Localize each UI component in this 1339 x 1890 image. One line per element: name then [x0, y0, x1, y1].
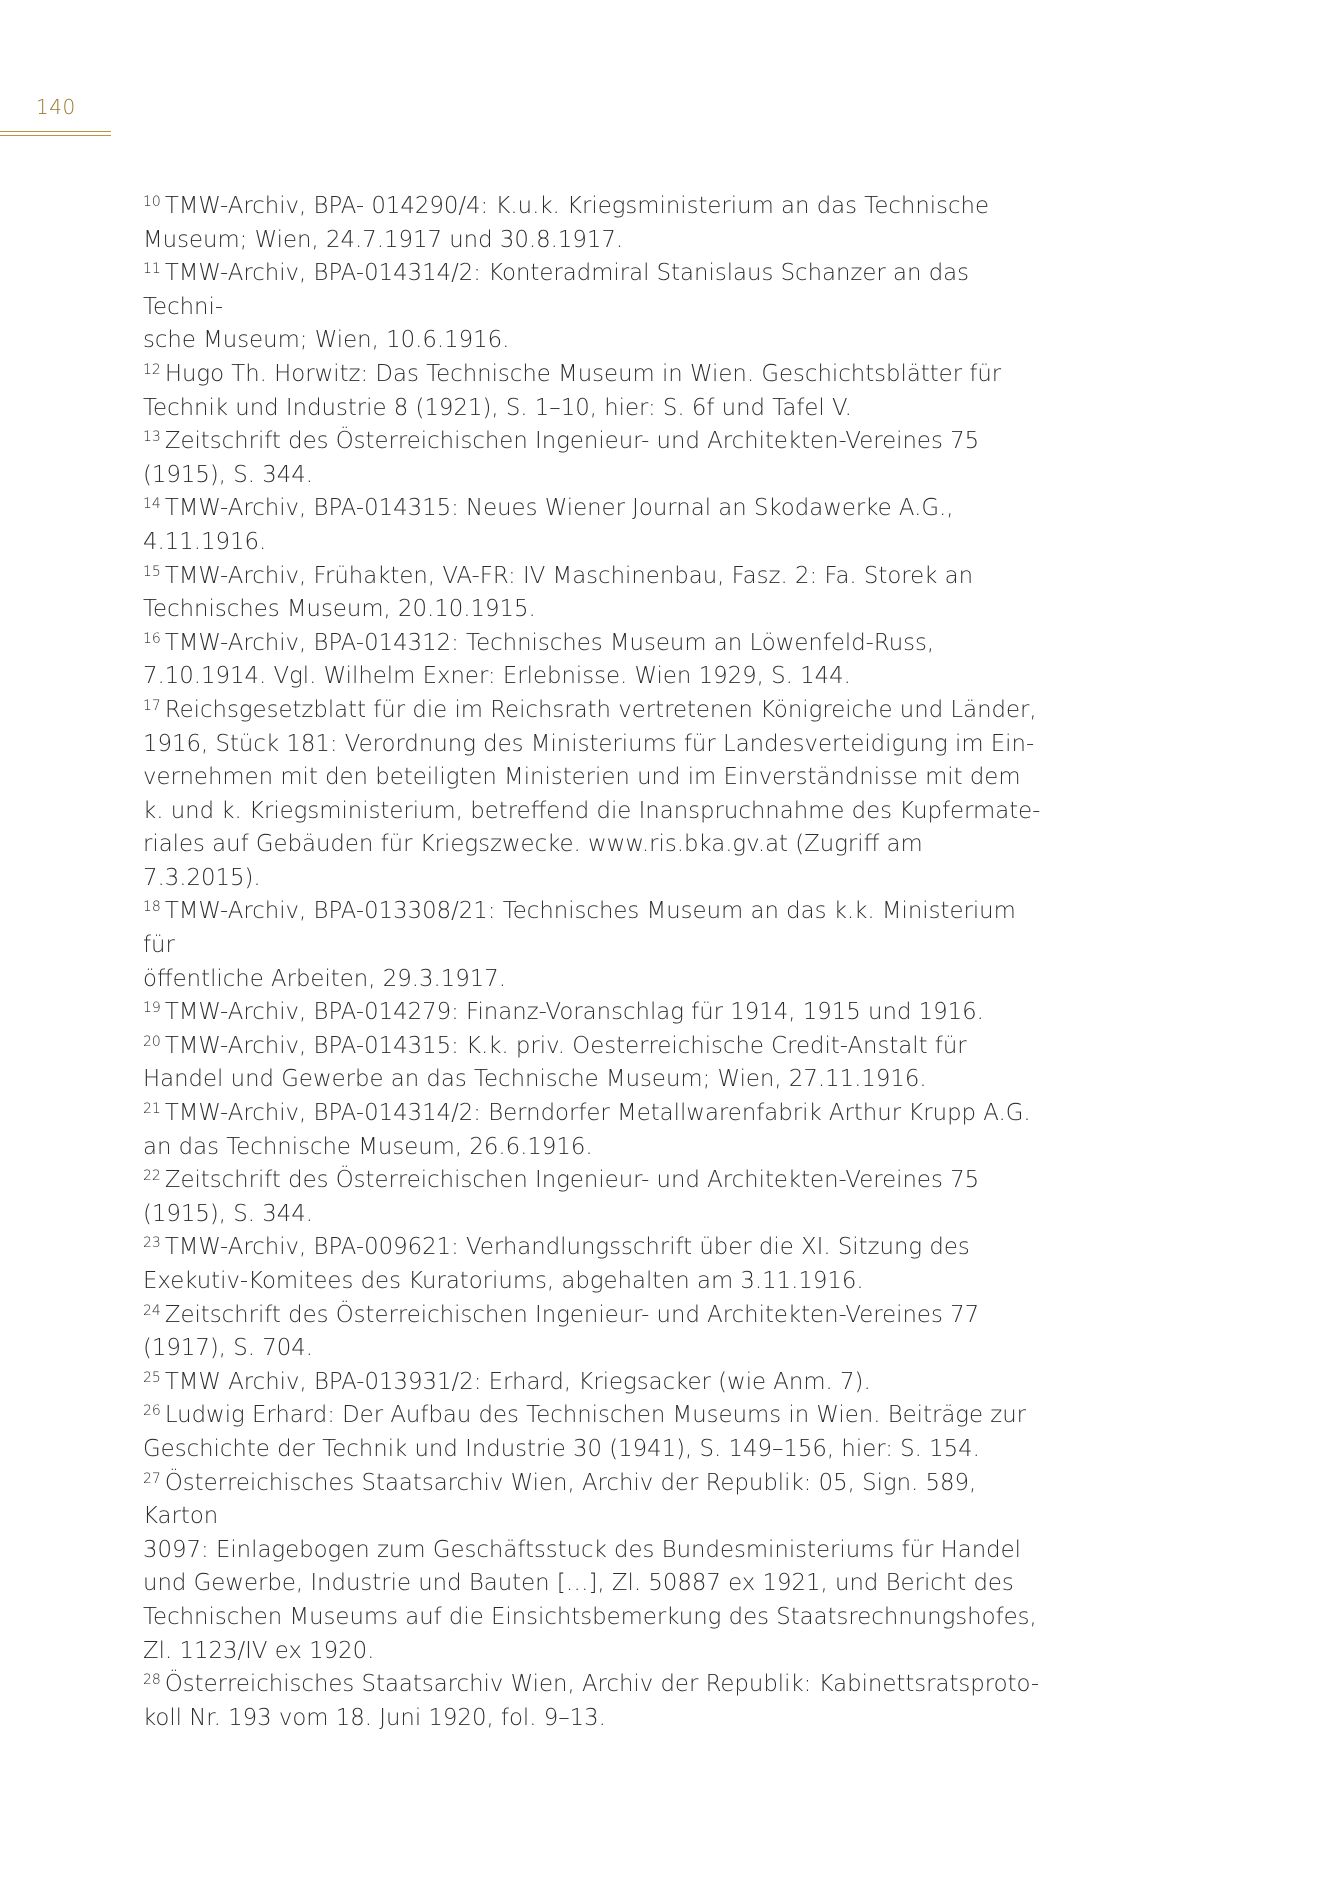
page-number: 140 [36, 95, 76, 119]
footnote-line: (1915), S. 344. [143, 461, 314, 488]
header-rule-bottom [0, 135, 111, 136]
footnote-line: Österreichisches Staatsarchiv Wien, Archiv der Republik: Kabinettsratsproto- [164, 1671, 1040, 1698]
footnote-line: Exekutiv-Komitees des Kuratoriums, abgehalten am 3.11.1916. [143, 1268, 864, 1294]
footnote-number: 12 [143, 361, 161, 378]
footnote-line: TMW-Archiv, BPA-009621: Verhandlungsschrift über die XI. Sitzung des [164, 1234, 970, 1261]
footnote [143, 996, 1043, 1030]
footnote-line: Reichsgesetzblatt für die im Reichsrath vertretenen Königreiche und Länder, [164, 696, 1037, 723]
footnote-number: 25 [143, 1369, 161, 1386]
footnote [143, 1097, 1043, 1164]
footnote [143, 1668, 1043, 1735]
footnote-number: 13 [143, 429, 161, 446]
footnote-number: 23 [143, 1235, 161, 1252]
footnote-line: TMW-Archiv, BPA-014314/2: Konteradmiral Stanislaus Schanzer an das Techni- [143, 260, 970, 320]
footnote-line: Technik und Industrie 8 (1921), S. 1–10, hier: S. 6f und Tafel V. [143, 394, 852, 421]
footnote-line: Technisches Museum, 20.10.1915. [143, 596, 536, 623]
footnote-line: 3097: Einlagebogen zum Geschäftsstuck des Bundesministeriums für Handel [143, 1536, 1021, 1563]
footnote [143, 694, 1043, 896]
footnote-line: vernehmen mit den beteiligten Ministerien und im Einverständnisse mit dem [143, 764, 1021, 791]
footnote-line: TMW-Archiv, BPA-014312: Technisches Museum an Löwenfeld-Russ, [164, 629, 935, 656]
footnote-line: Zeitschrift des Österreichischen Ingenieur- und Architekten-Vereines 77 [164, 1301, 980, 1328]
footnote-line: (1917), S. 704. [143, 1335, 314, 1362]
footnote-number: 14 [143, 496, 161, 513]
footnote [143, 257, 1043, 358]
footnote-line: 7.10.1914. Vgl. Wilhelm Exner: Erlebnisse. Wien 1929, S. 144. [143, 663, 851, 690]
footnote-line: sche Museum; Wien, 10.6.1916. [143, 327, 510, 354]
footnote-number: 24 [143, 1302, 161, 1319]
footnote-line: und Gewerbe, Industrie und Bauten […], Zl. 50887 ex 1921, und Bericht des [143, 1570, 1014, 1597]
footnote-line: Zeitschrift des Österreichischen Ingenieur- und Architekten-Vereines 75 [164, 428, 980, 455]
footnote-line: (1915), S. 344. [143, 1200, 314, 1227]
footnote-number: 18 [143, 899, 161, 916]
footnote-line: k. und k. Kriegsministerium, betreffend die Inanspruchnahme des Kupfermate- [143, 797, 1041, 824]
footnote-line: Handel und Gewerbe an das Technische Museum; Wien, 27.11.1916. [143, 1066, 927, 1093]
footnote [143, 1030, 1043, 1097]
footnote-line: TMW-Archiv, BPA-014279: Finanz-Voranschlag für 1914, 1915 und 1916. [164, 999, 984, 1026]
footnote-line: 1916, Stück 181: Verordnung des Ministeriums für Landesverteidigung im Ein- [143, 730, 1035, 757]
footnote [143, 425, 1043, 492]
footnote-line: Ludwig Erhard: Der Aufbau des Technischen Museums in Wien. Beiträge zur [164, 1402, 1027, 1429]
footnote [143, 1299, 1043, 1366]
footnote-line: Zl. 1123/IV ex 1920. [143, 1637, 375, 1664]
footnote-number: 28 [143, 1672, 161, 1689]
footnote-number: 21 [143, 1101, 161, 1118]
footnote-line: TMW Archiv, BPA-013931/2: Erhard, Kriegsacker (wie Anm. 7). [164, 1368, 871, 1395]
footnote [143, 358, 1043, 425]
footnote-number: 15 [143, 563, 161, 580]
footnote-number: 19 [143, 1000, 161, 1017]
footnote [143, 560, 1043, 627]
footnote-number: 27 [143, 1470, 161, 1487]
footnote [143, 1366, 1043, 1400]
footnote-line: TMW-Archiv, BPA-014315: Neues Wiener Journal an Skodawerke A.G., [164, 495, 954, 522]
footnote-line: Österreichisches Staatsarchiv Wien, Archiv der Republik: 05, Sign. 589, Karton [143, 1469, 977, 1530]
footnote-number: 16 [143, 630, 161, 647]
footnote-line: koll Nr. 193 vom 18. Juni 1920, fol. 9–13. [143, 1704, 606, 1731]
footnote-line: Technischen Museums auf die Einsichtsbemerkung des Staatsrechnungshofes, [143, 1603, 1037, 1630]
footnote-line: TMW-Archiv, BPA-013308/21: Technisches Museum an das k.k. Ministerium für [143, 898, 1016, 959]
footnotes-list [143, 190, 1043, 1735]
footnote-line: TMW-Archiv, Frühakten, VA-FR: IV Maschinenbau, Fasz. 2: Fa. Storek an [164, 562, 974, 589]
footnote-line: öffentliche Arbeiten, 29.3.1917. [143, 965, 506, 992]
footnote-line: Geschichte der Technik und Industrie 30 (1941), S. 149–156, hier: S. 154. [143, 1435, 980, 1462]
footnote-line: TMW-Archiv, BPA- 014290/4: K.u.k. Kriegsministerium an das Technische [164, 193, 989, 219]
footnote [143, 190, 1043, 257]
footnote [143, 1164, 1043, 1231]
footnote-number: 26 [143, 1403, 161, 1420]
footnote-number: 10 [143, 194, 161, 210]
footnote-line: TMW-Archiv, BPA-014315: K.k. priv. Oesterreichische Credit-Anstalt für [164, 1032, 967, 1059]
footnote [143, 492, 1043, 559]
footnote-number: 22 [143, 1168, 161, 1185]
footnote-number: 11 [143, 261, 161, 278]
footnote-line: 4.11.1916. [143, 528, 267, 555]
footnote-number: 17 [143, 697, 161, 714]
footnote [143, 1231, 1043, 1298]
footnote [143, 627, 1043, 694]
footnote-line: Hugo Th. Horwitz: Das Technische Museum in Wien. Geschichtsblätter für [164, 360, 1002, 387]
footnote-line: Museum; Wien, 24.7.1917 und 30.8.1917. [143, 226, 624, 253]
footnote-number: 20 [143, 1033, 161, 1050]
footnote-line: an das Technische Museum, 26.6.1916. [143, 1133, 593, 1160]
footnote-line: Zeitschrift des Österreichischen Ingenieur- und Architekten-Vereines 75 [164, 1167, 980, 1194]
footnote-line: TMW-Archiv, BPA-014314/2: Berndorfer Metallwarenfabrik Arthur Krupp A.G. [164, 1100, 1031, 1127]
footnote-line: riales auf Gebäuden für Kriegszwecke. www.ris.bka.gv.at (Zugriff am 7.3.2015). [143, 831, 923, 891]
footnote [143, 895, 1043, 996]
footnote [143, 1467, 1043, 1669]
footnote [143, 1399, 1043, 1466]
header-rule-top [0, 131, 111, 132]
